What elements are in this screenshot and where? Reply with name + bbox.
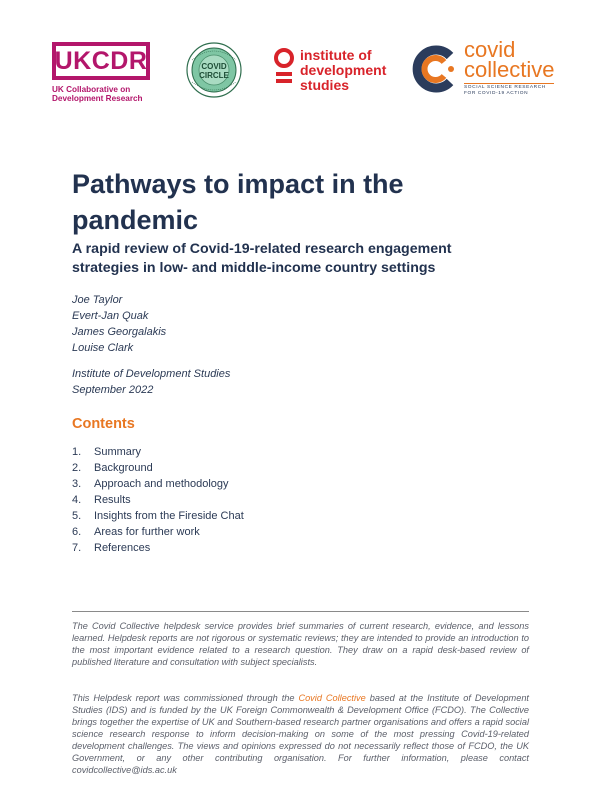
ukcdr-mark	[52, 42, 150, 80]
covid-collective-word2: collective	[464, 57, 555, 82]
ukcdr-subtitle	[52, 85, 150, 104]
covid-circle-line1: COVID	[201, 62, 227, 71]
commission-suffix: based at the Institute of Development Studies (IDS) and is funded by the UK Foreign Commonwealth & Development Office (FCDO). The Collective brings together the expertise of UK and Southern-based research partner organisations and offers a rapid social science research response to inform decision-making on some of the most pressing Covid-19-related development challenges. The views and opinions expressed do not necessarily reflect those of FCDO, the UK Government, or any other contributing organisation. For further information, please contact covidcollective@ids.ac.uk	[72, 693, 529, 775]
contents-item[interactable]	[72, 444, 244, 460]
author-list	[72, 292, 166, 356]
contents-item[interactable]	[72, 460, 244, 476]
title-line2: pandemic	[72, 205, 199, 235]
footer-divider	[72, 611, 529, 612]
author-name: Joe Taylor	[72, 294, 123, 306]
helpdesk-disclaimer: The Covid Collective helpdesk service provides brief summaries of current research, evidence, and lessons learned. Helpdesk reports are not rigorous or systematic reviews; they are intended to provide an introduction to the most important evidence related to a research question. They draw on a rapid desk-based review of published literature and consultation with subject specialists.	[72, 621, 529, 667]
contents-item[interactable]	[72, 540, 244, 556]
ids-line3: studies	[300, 77, 350, 93]
ukcdr-line2: Development Research	[52, 94, 143, 104]
contents-item-label: Areas for further work	[94, 526, 200, 538]
ukcdr-mark-text: UKCDR	[54, 46, 148, 75]
logo-bar	[52, 37, 562, 108]
covid-collective-tagline2: FOR COVID-19 ACTION	[464, 91, 529, 96]
covid-collective-word1: covid	[464, 37, 516, 62]
organisation-name: Institute of Development Studies	[72, 368, 231, 380]
covid-collective-logo	[410, 37, 555, 97]
contents-item-number: 2.	[72, 462, 82, 474]
covid-circle-line2: CIRCLE	[199, 71, 229, 80]
ids-line1: institute of	[300, 47, 372, 63]
covid-collective-tagline1: SOCIAL SCIENCE RESEARCH	[464, 85, 546, 90]
contents-item-number: 6.	[72, 526, 82, 538]
publication-info	[72, 366, 230, 398]
subtitle-line1: A rapid review of Covid-19-related research engagement	[72, 241, 452, 257]
author-name: Louise Clark	[72, 342, 134, 354]
contents-item[interactable]	[72, 476, 244, 492]
ids-line2: development	[300, 62, 387, 78]
ids-wordmark	[300, 48, 386, 93]
contents-item-label: Summary	[94, 446, 142, 458]
ukcdr-line1: UK Collaborative on	[52, 85, 131, 94]
contents-item-number: 5.	[72, 510, 82, 522]
contents-item[interactable]	[72, 508, 244, 524]
contents-item-label: Insights from the Fireside Chat	[94, 510, 244, 522]
author-name: James Georgalakis	[72, 326, 167, 338]
publication-date: September 2022	[72, 384, 154, 396]
contents-list	[72, 444, 244, 556]
contents-item-label: References	[94, 542, 151, 554]
document-title	[72, 166, 542, 238]
contents-item-label: Approach and methodology	[94, 478, 229, 490]
covid-collective-link[interactable]: Covid Collective	[298, 693, 366, 703]
covid-circle-badge-icon	[186, 40, 242, 100]
contents-item-number: 7.	[72, 542, 82, 554]
commission-prefix: This Helpdesk report was commissioned through the	[72, 693, 299, 703]
subtitle-line2: strategies in low- and middle-income country settings	[72, 260, 436, 276]
ids-mark-icon	[274, 48, 294, 88]
contents-item[interactable]	[72, 524, 244, 540]
title-line1: Pathways to impact in the	[72, 169, 404, 199]
covid-circle-logo	[186, 40, 242, 100]
covid-collective-wordmark	[464, 37, 555, 97]
author-name: Evert-Jan Quak	[72, 310, 149, 322]
contents-item-label: Results	[94, 494, 131, 506]
contents-item-number: 3.	[72, 478, 82, 490]
document-subtitle	[72, 240, 542, 278]
commission-statement	[72, 692, 529, 776]
covid-collective-mark-icon	[410, 44, 460, 94]
contents-item[interactable]	[72, 492, 244, 508]
ukcdr-logo	[52, 42, 150, 104]
contents-item-number: 4.	[72, 494, 82, 506]
ids-logo	[274, 48, 386, 93]
covid-collective-tagline	[464, 83, 554, 97]
contents-heading: Contents	[72, 416, 135, 432]
contents-item-label: Background	[94, 462, 153, 474]
contents-item-number: 1.	[72, 446, 82, 458]
